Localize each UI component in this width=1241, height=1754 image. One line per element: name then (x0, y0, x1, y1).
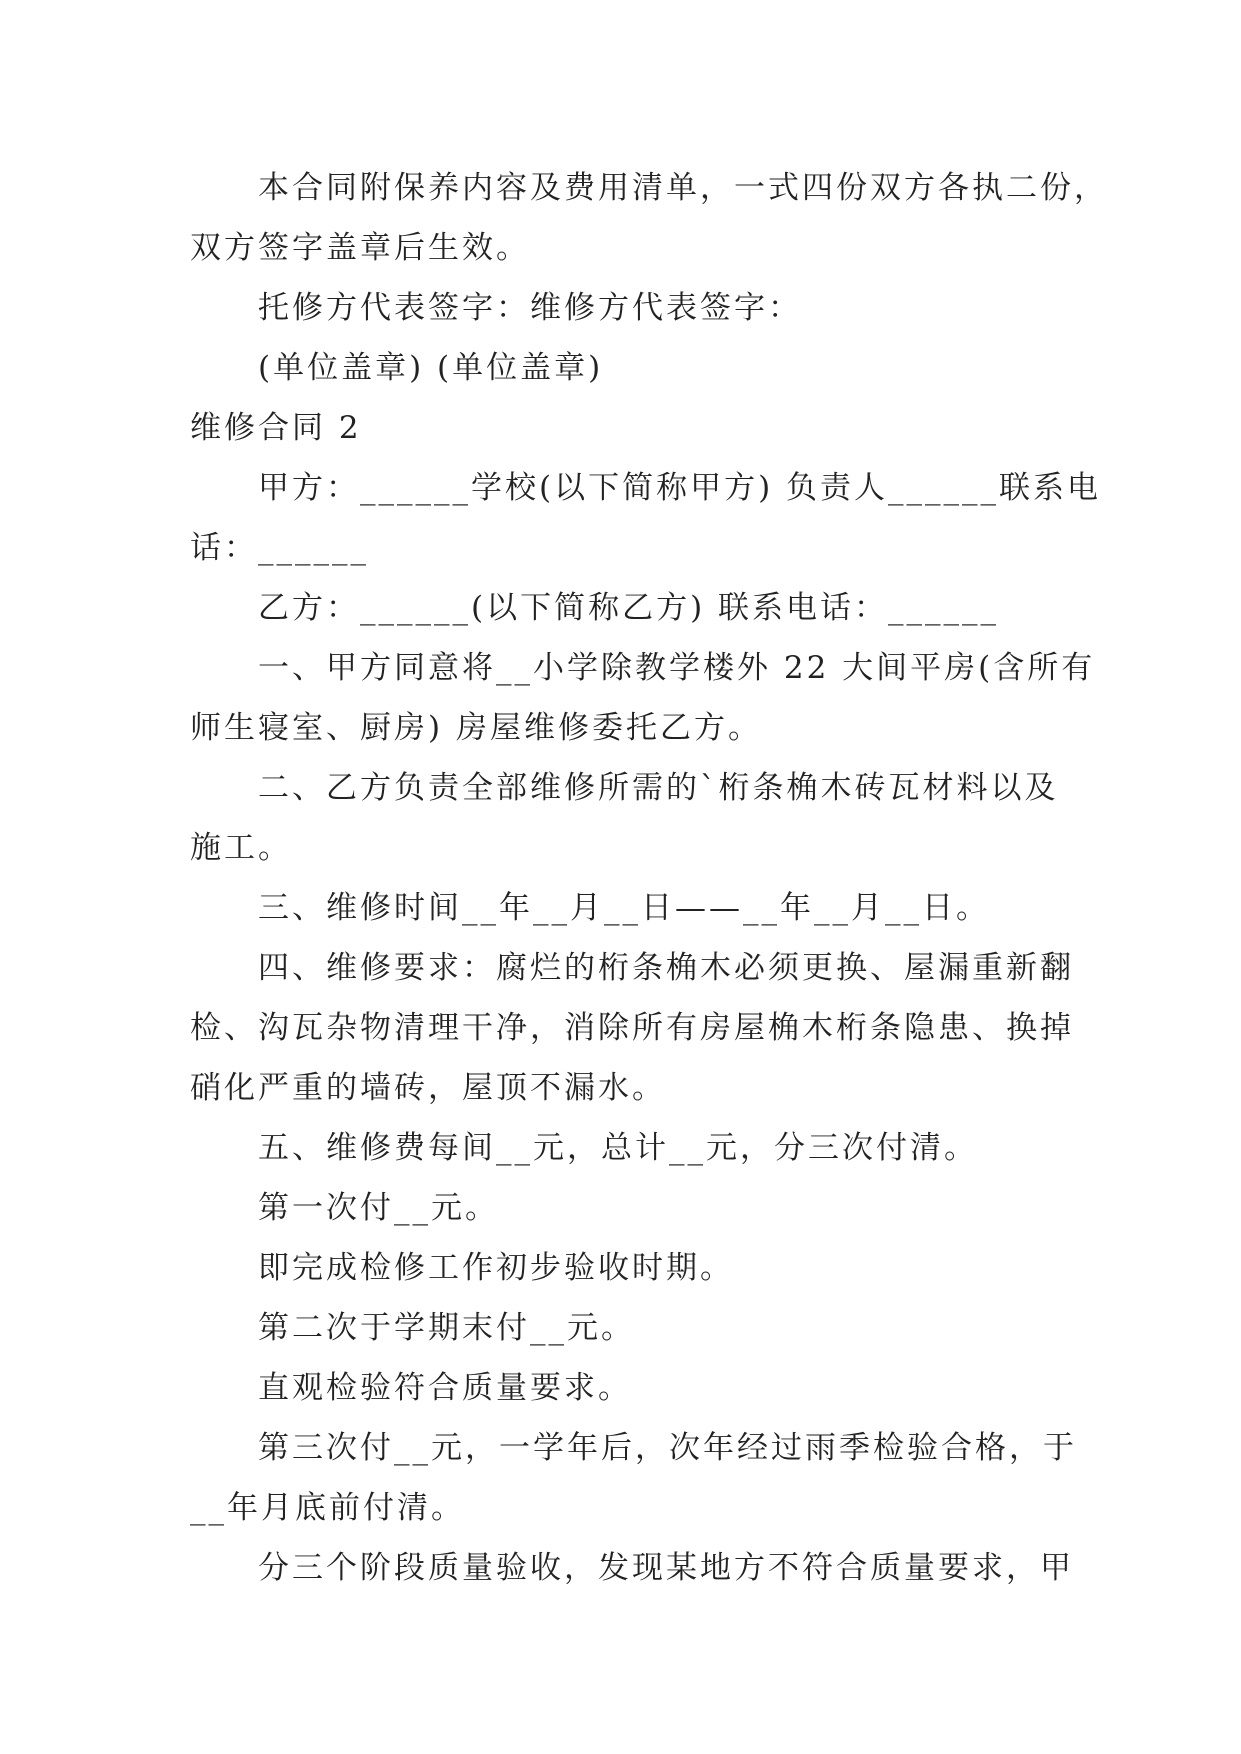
text-line: 托修方代表签字：维修方代表签字： (258, 290, 802, 326)
text-line: 第二次于学期末付__元。 (258, 1310, 635, 1346)
text-line: 五、维修费每间__元，总计__元，分三次付清。 (258, 1130, 978, 1166)
text-line: 分三个阶段质量验收，发现某地方不符合质量要求，甲 (258, 1550, 1074, 1586)
text-line: 直观检验符合质量要求。 (258, 1370, 632, 1406)
text-line: 一、甲方同意将__小学除教学楼外 22 大间平房(含所有 (258, 650, 1096, 686)
text-line: 硝化严重的墙砖，屋顶不漏水。 (190, 1070, 666, 1106)
text-line: 本合同附保养内容及费用清单，一式四份双方各执二份， (258, 170, 1108, 206)
text-line: 乙方：______(以下简称乙方) 联系电话：______ (258, 590, 1000, 626)
text-line: (单位盖章) (单位盖章) (258, 350, 604, 386)
text-line: 第一次付__元。 (258, 1190, 499, 1226)
text-line: 第三次付__元，一学年后，次年经过雨季检验合格，于 (258, 1430, 1077, 1466)
text-line: 四、维修要求：腐烂的桁条桷木必须更换、屋漏重新翻 (258, 950, 1074, 986)
text-line: 师生寝室、厨房) 房屋维修委托乙方。 (190, 710, 762, 746)
section-heading: 维修合同 2 (190, 410, 362, 446)
text-line: 三、维修时间__年__月__日——__年__月__日。 (258, 890, 990, 926)
text-line: 即完成检修工作初步验收时期。 (258, 1250, 734, 1286)
text-line: 甲方：______学校(以下简称甲方) 负责人______联系电 (258, 470, 1102, 506)
text-line: 二、乙方负责全部维修所需的`桁条桷木砖瓦材料以及 (258, 770, 1059, 806)
text-line: 双方签字盖章后生效。 (190, 230, 530, 266)
text-line: 施工。 (190, 830, 292, 866)
text-line: __年月底前付清。 (190, 1490, 465, 1526)
text-line: 检、沟瓦杂物清理干净，消除所有房屋桷木桁条隐患、换掉 (190, 1010, 1074, 1046)
text-line: 话：______ (190, 530, 369, 566)
